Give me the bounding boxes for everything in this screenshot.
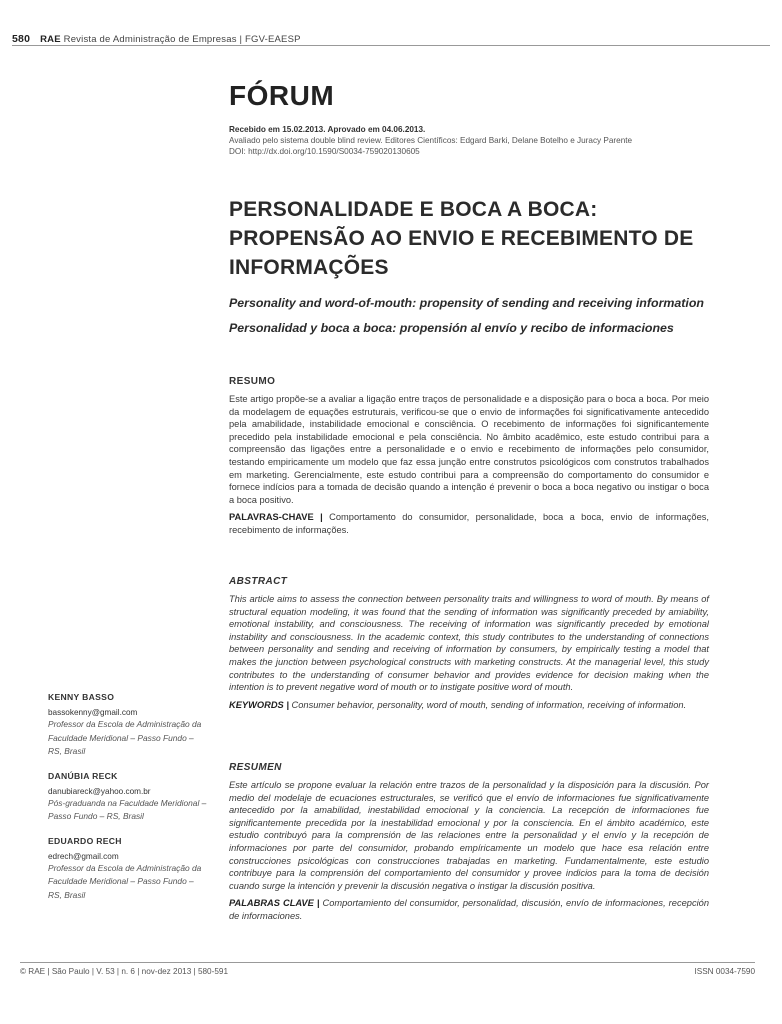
footer-issn: ISSN 0034-7590 [694, 967, 755, 976]
journal-name [40, 34, 301, 45]
author-email: edrech@gmail.com [48, 851, 119, 861]
author-email: danubiareck@yahoo.com.br [48, 786, 151, 796]
running-header [12, 33, 770, 45]
journal-full-name: Revista de Administração de Empresas | FGV-EAESP [63, 33, 301, 45]
page-number: 580 [12, 33, 31, 45]
author-list [48, 692, 208, 914]
author-affiliation: Professor da Escola de Administração da Faculdade Meridional – Passo Fundo – RS, Brasil [48, 862, 202, 900]
doi: DOI: http://dx.doi.org/10.1590/S0034-759020130605 [229, 147, 420, 157]
article-title: PERSONALIDADE E BOCA A BOCA: PROPENSÃO AO ENVIO E RECEBIMENTO DE INFORMAÇÕES [229, 198, 694, 279]
author-block [48, 771, 208, 824]
resumen-keywords-text: Comportamiento del consumidor, personalidad, discusión, envío de informaciones, recepción de informaciones. [229, 898, 709, 921]
header-divider [12, 45, 770, 46]
resumen-section [229, 762, 709, 923]
author-affiliation: Pós-graduanda na Faculdade Meridional – Passo Fundo – RS, Brasil [48, 797, 207, 821]
footer-citation: © RAE | São Paulo | V. 53 | n. 6 | nov-dez 2013 | 580-591 [20, 967, 228, 976]
article-subtitle-english: Personality and word-of-mouth: propensity of sending and receiving information [229, 296, 705, 310]
resumo-section [229, 376, 709, 537]
resumen-keywords [229, 897, 709, 922]
abstract-section [229, 576, 709, 711]
author-name: EDUARDO RECH [48, 835, 122, 846]
abstract-keywords-label: KEYWORDS | [229, 699, 289, 710]
resumo-keywords-text: Comportamento do consumidor, personalidade, boca a boca, envio de informações, recebimento de informações. [229, 512, 709, 535]
resumo-heading: RESUMO [229, 376, 276, 387]
article-meta [229, 124, 709, 158]
resumen-text: Este artículo se propone evaluar la relación entre trazos de la personalidad y la disposición para la discusión. Por medio del modelaje de ecuaciones estructurales, se verificó que el envío de informaciones fue significativamente antecedido por la amabilidad, inestabilidad emocional y la conciencia. La recepción de informaciones fue significantemente precedida por la inestabilidad emocional y por la consciencia. En el ámbito académico, este estudio contribuyó para la comprensión de las relaciones entre la personalidad y el envío y la recepción de informaciones por parte del consumidor, probando empíricamente un modelo que hace esa relación entre construcciones psicológicas con construcciones trabajadas en marketing. Fundamentalmente, este estudio contribuye para la comprensión del comportamiento del consumidor y provee indicios para la toma de decisión cuando surge la intención y prevenir la discusión negativa o instigar la discusión positiva. [229, 780, 709, 891]
abstract-keywords [229, 699, 709, 712]
journal-abbr: RAE [40, 33, 61, 45]
article-subtitle-spanish: Personalidad y boca a boca: propensión al envío y recibo de informaciones [229, 321, 674, 335]
received-date: Recebido em 15.02.2013. Aprovado em 04.06.2013. [229, 125, 426, 134]
review-info: Avaliado pelo sistema double blind review. Editores Científicos: Edgard Barki, Delane Botelho e Juracy Parente [229, 136, 633, 146]
author-name: DANÚBIA RECK [48, 770, 118, 781]
resumo-keywords [229, 511, 709, 536]
author-name: KENNY BASSO [48, 692, 115, 702]
abstract-text: This article aims to assess the connection between personality traits and willingness to word of mouth. By means of structural equation modeling, it was found that the sending of information was significantly preceded by amiability, emotional instability, and consciousness. The receiving of information was significantly preceded by emotional instability and consciousness. In the academic context, this study contributes to the understanding of connections between personality and sending and receiving of information by consumers, by empirically testing a model that makes the junction between psychological constructs with marketing constructs. At the managerial level, this study contributes to the understanding of consumer behavior and provides evidence for decision making when the intention is to prevent negative word of mouth or to instigate positive word of mouth. [229, 594, 709, 693]
resumen-heading: RESUMEN [229, 762, 282, 773]
author-affiliation: Professor da Escola de Administração da Faculdade Meridional – Passo Fundo – RS, Brasil [48, 719, 202, 756]
footer-divider [20, 962, 755, 963]
author-block [48, 692, 208, 759]
author-email: bassokenny@gmail.com [48, 708, 138, 717]
abstract-keywords-text: Consumer behavior, personality, word of mouth, sending of information, receiving of information. [291, 699, 687, 710]
resumen-keywords-label: PALABRAS CLAVE | [229, 898, 320, 909]
abstract-heading: ABSTRACT [229, 576, 288, 587]
resumo-keywords-label: PALAVRAS-CHAVE | [229, 512, 323, 523]
page-footer [20, 967, 755, 976]
author-block [48, 836, 208, 903]
section-label: FÓRUM [229, 80, 335, 111]
resumo-text: Este artigo propõe-se a avaliar a ligação entre traços de personalidade e a disposição para o boca a boca. Por meio da modelagem de equações estruturais, verificou-se que o envio de informações foi significativamente antecedido pela amabilidade, instabilidade emocional e consciência. O recebimento de informações foi significantemente precedido pela instabilidade emocional e pela consciência. No âmbito acadêmico, este estudo contribui para a compreensão das ligações entre a personalidade e o envio e recebimento de informações pelo consumidor, testando empiricamente um modelo que faz essa junção entre construtos psicológicos com construtos trabalhados em marketing. Gerencialmente, este estudo contribui para a compreensão do comportamento do consumidor e fornece indícios para a tomada de decisão quando a intenção é prevenir o boca a boca negativo ou instigar o boca a boca positivo. [229, 394, 709, 505]
